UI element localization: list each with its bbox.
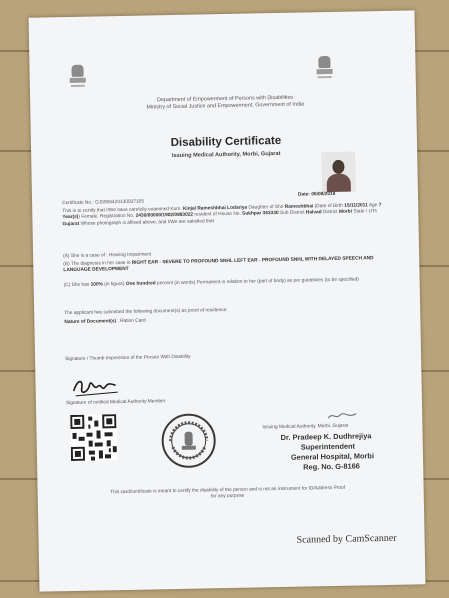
footer-note: This card/certificate is meant to certify the disability of the person and is not an instrument for ID/Address Proof for any purpose [110, 485, 346, 500]
documents-nature: Nature of Document(s) : Ration Card [64, 318, 146, 326]
national-emblem-right-icon [316, 56, 333, 84]
authority-signature-caption: Signature of notified Medical Authority Member [65, 399, 166, 407]
hospital-seal-stamp [160, 412, 217, 469]
officer-role: Superintendent [300, 441, 356, 452]
officer-hospital: General Hospital, Morbi [290, 451, 375, 462]
certificate-issuer: Issuing Medical Authority, Morbi, Gujarat [171, 150, 281, 160]
national-emblem-left-icon [69, 65, 86, 93]
ministry-line: Ministry of Social Justice and Empowerment, Government of India [146, 101, 305, 111]
clause-b: (B) The diagnosis in her case is RIGHT EAR - SEVERE TO PROFOUND SNHL LEFT EAR - PROFOUND SNHL WITH DELAYED SPEECH AND LANGUAGE DEVELOPMENT [63, 256, 374, 274]
certificate-title: Disability Certificate [170, 134, 282, 150]
certificate-date: Date: 06/08/2019 [297, 191, 336, 198]
qr-code [70, 414, 117, 461]
authority-block-line: Issuing Medical Authority, Morbi, Gujarat [262, 423, 349, 431]
clause-c: (C) She has 100% (in figure) One hundred percent (in words) Permanent in relation to her (part of body) as per guidelines (to be specified) [63, 277, 359, 289]
applicant-thumb-caption: Signature / Thumb Impression of the Person With Disability [65, 354, 191, 363]
clause-a: (A) She is a case of : Hearing Impairment [63, 252, 152, 260]
applicant-photo [321, 152, 356, 193]
scanner-watermark: Scanned by CamScanner [296, 532, 397, 546]
certificate-body: This is to certify that I/We have carefully examined Kum. Kinjal Rameshbhai Lodariya Daughter of Shri Rameshbhai (Date of Birth 15/11/2011 Age 7 Year(s)) Female, Registration No. 2430/00000/1902/0983022 resident of House No. Sukhpar 363330 Sub District Halvad District Morbi State / UTs Gujarat Whose photograph is affixed above, and I/We are satisfied that [62, 203, 382, 227]
certificate-paper [29, 10, 426, 591]
certificate-number: Certificate No.: GJ5906420130037165 [62, 199, 145, 207]
department-line: Department of Empowerment of Persons with Disabilities [157, 94, 294, 104]
officer-registration: Reg. No. G-8166 [303, 461, 360, 472]
officer-name: Dr. Pradeep K. Dudhrejiya [280, 431, 372, 442]
documents-intro: The applicant has submitted the following document(s) as proof of residence: [64, 307, 228, 317]
medical-authority-signature [71, 374, 121, 399]
superintendent-initials [326, 409, 360, 422]
